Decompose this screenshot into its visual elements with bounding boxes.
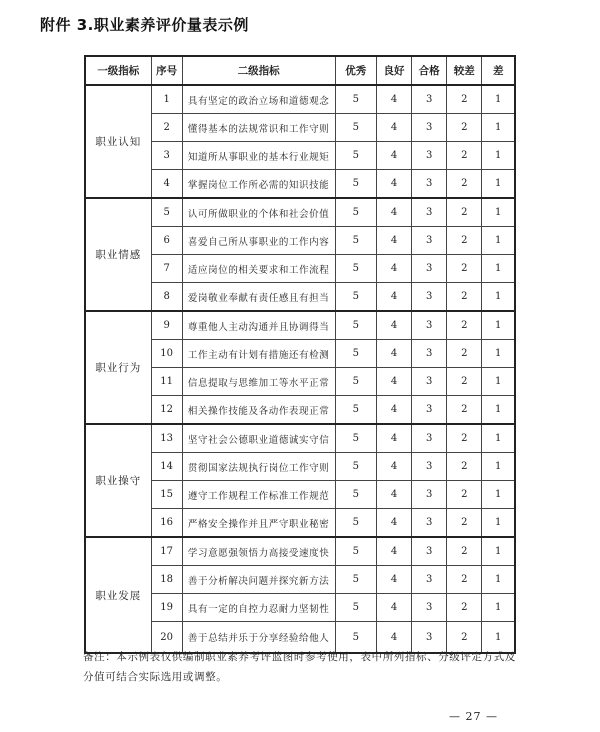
- score-cell: 5: [335, 142, 376, 170]
- score-cell: 3: [412, 255, 447, 283]
- score-cell: 5: [335, 170, 376, 199]
- serial-number-cell: 13: [151, 424, 182, 453]
- secondary-indicator-cell: 掌握岗位工作所必需的知识技能: [182, 170, 335, 199]
- appendix-heading: 附件 3.职业素养评价量表示例: [40, 16, 249, 34]
- header-bad: 差: [482, 56, 515, 85]
- score-cell: 3: [412, 481, 447, 509]
- score-cell: 3: [412, 453, 447, 481]
- score-cell: 2: [447, 537, 482, 566]
- secondary-indicator-cell: 贯彻国家法规执行岗位工作守则: [182, 453, 335, 481]
- score-cell: 2: [447, 85, 482, 114]
- table-footnote: 备注：本示例表仅供编制职业素养考评蓝图时参考使用，表中所列指标、分级评定方式及分值可结合实际选用或调整。: [83, 651, 516, 683]
- serial-number-cell: 15: [151, 481, 182, 509]
- primary-indicator-cell: 职业行为: [85, 311, 151, 424]
- score-cell: 3: [412, 170, 447, 199]
- score-cell: 4: [376, 114, 411, 142]
- secondary-indicator-cell: 懂得基本的法规常识和工作守则: [182, 114, 335, 142]
- secondary-indicator-cell: 尊重他人主动沟通并且协调得当: [182, 311, 335, 340]
- score-cell: 2: [447, 311, 482, 340]
- score-cell: 1: [482, 424, 515, 453]
- score-cell: 4: [376, 396, 411, 425]
- score-cell: 4: [376, 481, 411, 509]
- score-cell: 5: [335, 396, 376, 425]
- secondary-indicator-cell: 认可所做职业的个体和社会价值: [182, 198, 335, 227]
- score-cell: 3: [412, 622, 447, 654]
- score-cell: 4: [376, 622, 411, 654]
- table-row: [85, 198, 515, 227]
- secondary-indicator-cell: 善于总结并乐于分享经验给他人: [182, 622, 335, 654]
- serial-number-cell: 4: [151, 170, 182, 199]
- score-cell: 5: [335, 368, 376, 396]
- secondary-indicator-cell: 喜爱自己所从事职业的工作内容: [182, 227, 335, 255]
- score-cell: 1: [482, 255, 515, 283]
- serial-number-cell: 11: [151, 368, 182, 396]
- score-cell: 4: [376, 283, 411, 312]
- secondary-indicator-cell: 学习意愿强领悟力高接受速度快: [182, 537, 335, 566]
- header-excellent: 优秀: [335, 56, 376, 85]
- serial-number-cell: 10: [151, 340, 182, 368]
- score-cell: 4: [376, 453, 411, 481]
- score-cell: 5: [335, 594, 376, 622]
- serial-number-cell: 12: [151, 396, 182, 425]
- serial-number-cell: 2: [151, 114, 182, 142]
- score-cell: 4: [376, 340, 411, 368]
- secondary-indicator-cell: 知道所从事职业的基本行业规矩: [182, 142, 335, 170]
- score-cell: 2: [447, 594, 482, 622]
- score-cell: 4: [376, 142, 411, 170]
- score-cell: 4: [376, 566, 411, 594]
- score-cell: 1: [482, 509, 515, 538]
- score-cell: 5: [335, 566, 376, 594]
- header-serial-number: 序号: [151, 56, 182, 85]
- table-row: [85, 311, 515, 340]
- serial-number-cell: 1: [151, 85, 182, 114]
- serial-number-cell: 16: [151, 509, 182, 538]
- score-cell: 5: [335, 424, 376, 453]
- score-cell: 3: [412, 311, 447, 340]
- score-cell: 1: [482, 198, 515, 227]
- score-cell: 5: [335, 622, 376, 654]
- secondary-indicator-cell: 坚守社会公德职业道德诚实守信: [182, 424, 335, 453]
- score-cell: 1: [482, 368, 515, 396]
- score-cell: 3: [412, 368, 447, 396]
- score-cell: 2: [447, 453, 482, 481]
- primary-indicator-cell: 职业情感: [85, 198, 151, 311]
- score-cell: 1: [482, 142, 515, 170]
- serial-number-cell: 20: [151, 622, 182, 654]
- score-cell: 2: [447, 114, 482, 142]
- header-secondary-indicator: 二级指标: [182, 56, 335, 85]
- primary-indicator-cell: 职业发展: [85, 537, 151, 653]
- table-row: [85, 85, 515, 114]
- serial-number-cell: 6: [151, 227, 182, 255]
- score-cell: 2: [447, 170, 482, 199]
- score-cell: 2: [447, 424, 482, 453]
- score-cell: 2: [447, 340, 482, 368]
- score-cell: 1: [482, 340, 515, 368]
- score-cell: 1: [482, 311, 515, 340]
- score-cell: 5: [335, 114, 376, 142]
- serial-number-cell: 19: [151, 594, 182, 622]
- secondary-indicator-cell: 善于分析解决问题并探究新方法: [182, 566, 335, 594]
- score-cell: 4: [376, 537, 411, 566]
- header-primary-indicator: 一级指标: [85, 56, 151, 85]
- score-cell: 1: [482, 481, 515, 509]
- score-cell: 1: [482, 537, 515, 566]
- score-cell: 4: [376, 594, 411, 622]
- score-cell: 2: [447, 622, 482, 654]
- secondary-indicator-cell: 严格安全操作并且严守职业秘密: [182, 509, 335, 538]
- evaluation-scale-table: [84, 55, 516, 654]
- score-cell: 1: [482, 227, 515, 255]
- serial-number-cell: 14: [151, 453, 182, 481]
- score-cell: 1: [482, 170, 515, 199]
- score-cell: 1: [482, 85, 515, 114]
- secondary-indicator-cell: 相关操作技能及各动作表现正常: [182, 396, 335, 425]
- score-cell: 5: [335, 509, 376, 538]
- score-cell: 2: [447, 509, 482, 538]
- score-cell: 5: [335, 283, 376, 312]
- score-cell: 5: [335, 311, 376, 340]
- page-number: — 27 —: [449, 710, 498, 723]
- score-cell: 3: [412, 283, 447, 312]
- score-cell: 1: [482, 622, 515, 654]
- score-cell: 3: [412, 114, 447, 142]
- secondary-indicator-cell: 具有一定的自控力忍耐力坚韧性: [182, 594, 335, 622]
- header-poor: 较差: [447, 56, 482, 85]
- score-cell: 2: [447, 396, 482, 425]
- score-cell: 4: [376, 424, 411, 453]
- score-cell: 3: [412, 142, 447, 170]
- score-cell: 2: [447, 227, 482, 255]
- secondary-indicator-cell: 信息提取与思维加工等水平正常: [182, 368, 335, 396]
- primary-indicator-cell: 职业操守: [85, 424, 151, 537]
- score-cell: 5: [335, 227, 376, 255]
- primary-indicator-cell: 职业认知: [85, 85, 151, 198]
- score-cell: 1: [482, 396, 515, 425]
- score-cell: 2: [447, 368, 482, 396]
- score-cell: 4: [376, 170, 411, 199]
- table-row: [85, 424, 515, 453]
- secondary-indicator-cell: 具有坚定的政治立场和道德观念: [182, 85, 335, 114]
- score-cell: 3: [412, 424, 447, 453]
- secondary-indicator-cell: 适应岗位的相关要求和工作流程: [182, 255, 335, 283]
- serial-number-cell: 17: [151, 537, 182, 566]
- table-row: [85, 537, 515, 566]
- serial-number-cell: 8: [151, 283, 182, 312]
- score-cell: 3: [412, 566, 447, 594]
- score-cell: 3: [412, 227, 447, 255]
- score-cell: 5: [335, 198, 376, 227]
- score-cell: 1: [482, 114, 515, 142]
- score-cell: 5: [335, 537, 376, 566]
- score-cell: 3: [412, 198, 447, 227]
- score-cell: 2: [447, 198, 482, 227]
- score-cell: 3: [412, 594, 447, 622]
- secondary-indicator-cell: 工作主动有计划有措施还有检测: [182, 340, 335, 368]
- score-cell: 2: [447, 566, 482, 594]
- score-cell: 2: [447, 255, 482, 283]
- score-cell: 2: [447, 283, 482, 312]
- table-header-row: [85, 56, 515, 85]
- score-cell: 1: [482, 566, 515, 594]
- score-cell: 5: [335, 481, 376, 509]
- score-cell: 5: [335, 340, 376, 368]
- serial-number-cell: 5: [151, 198, 182, 227]
- score-cell: 3: [412, 340, 447, 368]
- score-cell: 1: [482, 594, 515, 622]
- score-cell: 5: [335, 255, 376, 283]
- serial-number-cell: 3: [151, 142, 182, 170]
- score-cell: 3: [412, 537, 447, 566]
- serial-number-cell: 7: [151, 255, 182, 283]
- serial-number-cell: 9: [151, 311, 182, 340]
- score-cell: 4: [376, 85, 411, 114]
- score-cell: 3: [412, 396, 447, 425]
- header-good: 良好: [376, 56, 411, 85]
- secondary-indicator-cell: 遵守工作规程工作标准工作规范: [182, 481, 335, 509]
- secondary-indicator-cell: 爱岗敬业奉献有责任感且有担当: [182, 283, 335, 312]
- score-cell: 2: [447, 142, 482, 170]
- table-body: [85, 85, 515, 653]
- score-cell: 4: [376, 227, 411, 255]
- score-cell: 4: [376, 311, 411, 340]
- header-pass: 合格: [412, 56, 447, 85]
- score-cell: 4: [376, 368, 411, 396]
- score-cell: 3: [412, 509, 447, 538]
- serial-number-cell: 18: [151, 566, 182, 594]
- score-cell: 5: [335, 85, 376, 114]
- score-cell: 4: [376, 509, 411, 538]
- score-cell: 1: [482, 453, 515, 481]
- score-cell: 3: [412, 85, 447, 114]
- score-cell: 4: [376, 255, 411, 283]
- score-cell: 4: [376, 198, 411, 227]
- score-cell: 2: [447, 481, 482, 509]
- score-cell: 1: [482, 283, 515, 312]
- score-cell: 5: [335, 453, 376, 481]
